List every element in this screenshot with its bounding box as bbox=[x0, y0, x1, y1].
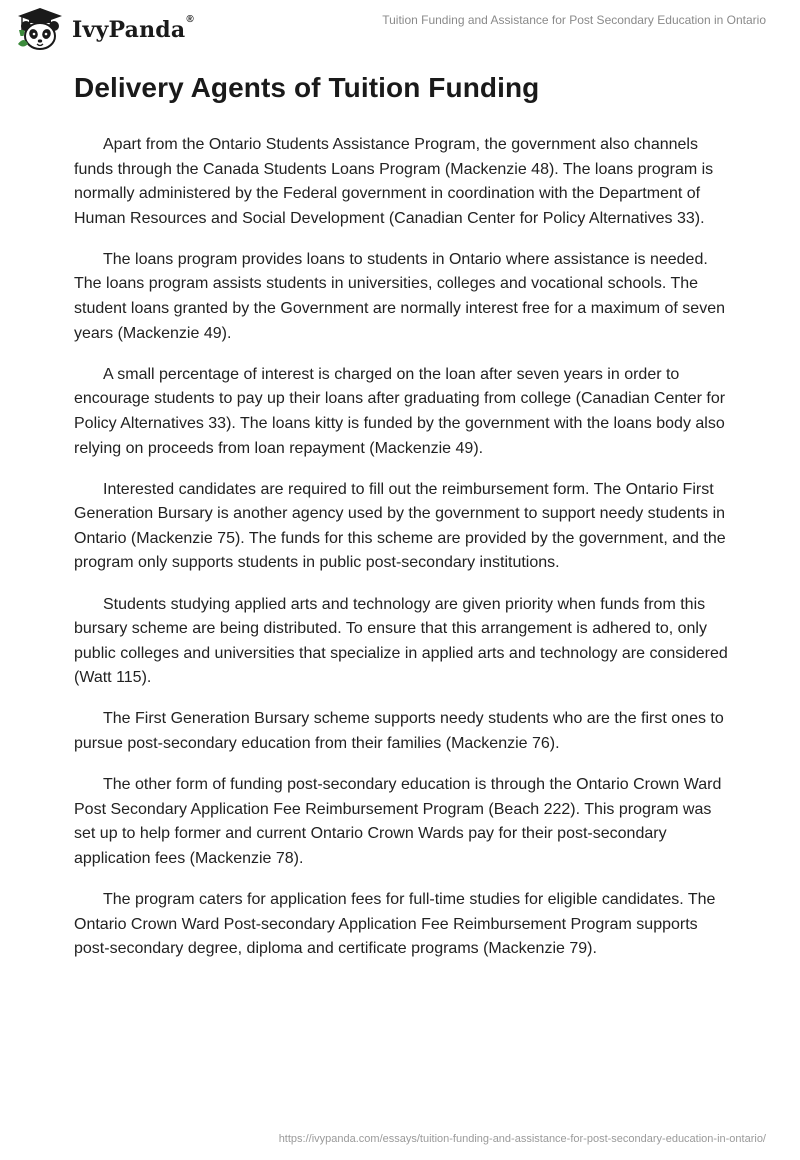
logo-text: IvyPanda® bbox=[72, 14, 194, 43]
paragraph: Apart from the Ontario Students Assistance Program, the government also channels funds through the Canada Students Loans Program (Mackenzie 48). The loans program is normally administered by the Federal government in coordination with the Department of Human Resources and Social Development (Canadian Center for Policy Alternatives 33). bbox=[74, 136, 714, 227]
paragraph: The loans program provides loans to students in Ontario where assistance is needed. The loans program assists students in universities, colleges and vocational schools. The student loans granted by the Government are normally interest free for a maximum of seven years (Mackenzie 49). bbox=[74, 250, 725, 342]
paragraph: The First Generation Bursary scheme supports needy students who are the first ones to pursue post-secondary education from their families (Mackenzie 76). bbox=[74, 710, 724, 752]
page-header bbox=[0, 0, 800, 60]
paragraph: The other form of funding post-secondary education is through the Ontario Crown Ward Post Secondary Application Fee Reimbursement Program (Beach 222). This program was set up to help former and current Ontario Crown Wards pay for their post-secondary application fees (Mackenzie 78). bbox=[74, 776, 722, 867]
paragraph: Students studying applied arts and technology are given priority when funds from this bursary scheme are being distributed. To ensure that this arrangement is adhered to, only public colleges and universities that specialize in applied arts and technology are considered (Watt 115). bbox=[74, 595, 728, 687]
article-body bbox=[74, 133, 734, 978]
page-title: Delivery Agents of Tuition Funding bbox=[74, 72, 540, 103]
panda-graduate-icon bbox=[14, 6, 66, 52]
paragraph: Interested candidates are required to fill out the reimbursement form. The Ontario First Generation Bursary is another agency used by the government to support needy students in Ontario (Mackenzie 75). The funds for this scheme are provided by the government, and the program only supports students in public post-secondary institutions. bbox=[74, 480, 726, 572]
paragraph: The program caters for application fees for full-time studies for eligible candidates. The Ontario Crown Ward Post-secondary Application Fee Reimbursement Program supports post-secondary degree, diploma and certificate programs (Mackenzie 79). bbox=[74, 890, 716, 958]
ivypanda-logo[interactable] bbox=[14, 6, 194, 52]
source-url-link[interactable]: https://ivypanda.com/essays/tuition-funding-and-assistance-for-post-secondary-education-in-ontario/ bbox=[278, 1133, 766, 1145]
document-title: Tuition Funding and Assistance for Post Secondary Education in Ontario bbox=[382, 13, 766, 27]
paragraph: A small percentage of interest is charged on the loan after seven years in order to encourage students to pay up their loans after graduating from college (Canadian Center for Policy Alternatives 33). The loans kitty is funded by the government with the loans body also relying on proceeds from loan repayment (Mackenzie 49). bbox=[74, 365, 726, 457]
registered-mark: ® bbox=[186, 14, 194, 25]
